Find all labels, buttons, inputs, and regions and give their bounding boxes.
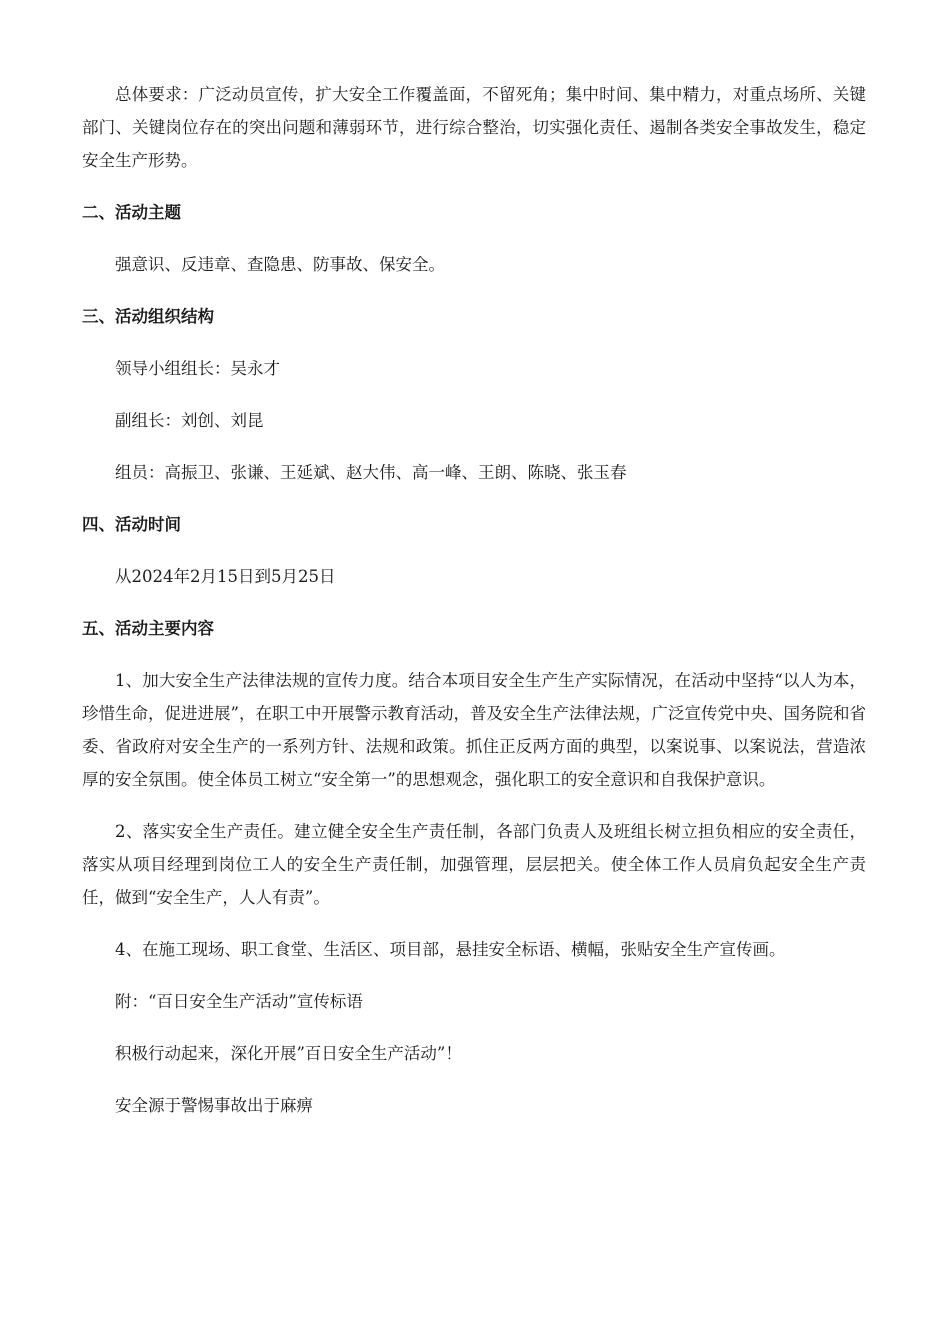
overall-requirements-paragraph: 总体要求：广泛动员宣传，扩大安全工作覆盖面，不留死角；集中时间、集中精力，对重点场所、关键部门、关键岗位存在的突出问题和薄弱环节，进行综合整治，切实强化责任、遏制各类安全事故发生，稳定安全生产形势。 <box>82 85 866 170</box>
content-item-2: 2、落实安全生产责任。建立健全安全生产责任制，各部门负责人及班组长树立担负相应的安全责任，落实从项目经理到岗位工人的安全生产责任制，加强管理，层层把关。使全体工作人员肩负起安全生产责任，做到“安全生产，人人有责”。 <box>82 822 866 907</box>
content-item-4: 4、在施工现场、职工食堂、生活区、项目部，悬挂安全标语、横幅，张贴安全生产宣传画。 <box>115 940 786 959</box>
slogan-2: 安全源于警惕事故出于麻痹 <box>115 1096 313 1115</box>
section-heading-time: 四、活动时间 <box>82 515 181 534</box>
deputy-paragraph: 副组长：刘创、刘昆 <box>115 411 264 430</box>
slogan-1: 积极行动起来，深化开展”百日安全生产活动”！ <box>115 1044 462 1063</box>
section-heading-theme: 二、活动主题 <box>82 203 181 222</box>
leader-paragraph: 领导小组组长：吴永才 <box>115 359 280 378</box>
document-page <box>82 78 866 1141</box>
members-paragraph: 组员：高振卫、张谦、王延斌、赵大伟、高一峰、王朗、陈晓、张玉春 <box>115 463 627 482</box>
section-heading-organization: 三、活动组织结构 <box>82 307 214 326</box>
section-heading-content: 五、活动主要内容 <box>82 619 214 638</box>
appendix-paragraph: 附：“百日安全生产活动”宣传标语 <box>115 992 363 1011</box>
content-item-1: 1、加大安全生产法律法规的宣传力度。结合本项目安全生产生产实际情况，在活动中坚持“以人为本，珍惜生命，促进进展”，在职工中开展警示教育活动，普及安全生产法律法规，广泛宣传党中央、国务院和省委、省政府对安全生产的一系列方针、法规和政策。抓住正反两方面的典型，以案说事、以案说法，营造浓厚的安全氛围。使全体员工树立“安全第一”的思想观念，强化职工的安全意识和自我保护意识。 <box>82 671 866 789</box>
time-paragraph: 从2024年2月15日到5月25日 <box>115 567 336 586</box>
theme-paragraph: 强意识、反违章、查隐患、防事故、保安全。 <box>115 255 445 274</box>
